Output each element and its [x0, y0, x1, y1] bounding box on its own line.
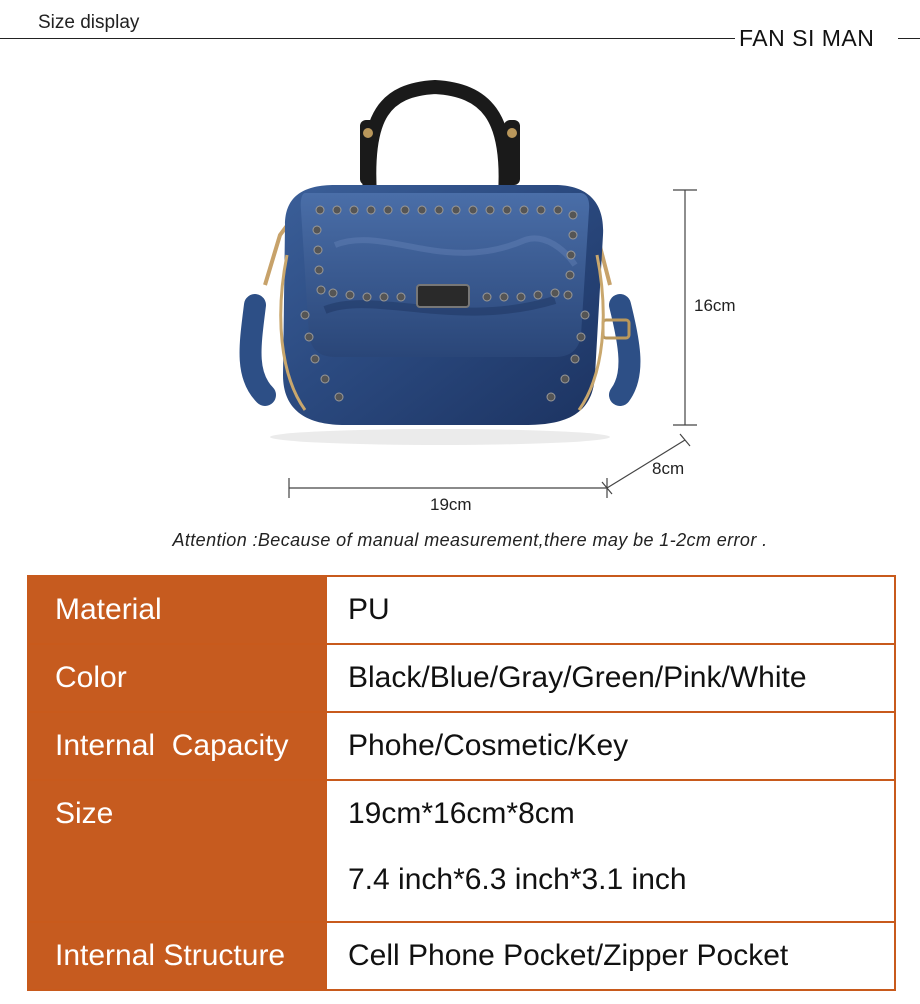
spec-value: PU [348, 593, 390, 626]
attention-note: Attention :Because of manual measurement,there may be 1-2cm error . [172, 530, 768, 550]
width-dimension-label: 19cm [430, 495, 472, 514]
spec-value: Black/Blue/Gray/Green/Pink/White [348, 661, 807, 694]
spec-key: Internal Structure [55, 939, 286, 972]
spec-row-internal-structure [28, 922, 895, 990]
spec-key: Size [55, 797, 114, 830]
depth-dimension-label: 8cm [652, 459, 685, 478]
height-dimension-label: 16cm [694, 296, 736, 315]
spec-row-internal-capacity [28, 712, 895, 780]
spec-table [27, 575, 896, 991]
spec-key: Material [55, 593, 162, 626]
spec-value: 19cm*16cm*8cm [348, 797, 575, 830]
spec-row-size [28, 780, 895, 922]
spec-key: Internal Capacity [55, 729, 289, 762]
spec-key: Color [55, 661, 127, 694]
spec-row-color [28, 644, 895, 712]
spec-value: Cell Phone Pocket/Zipper Pocket [348, 939, 789, 972]
brand-name: FAN SI MAN [739, 25, 875, 51]
spec-value: Phohe/Cosmetic/Key [348, 729, 629, 762]
spec-value: 7.4 inch*6.3 inch*3.1 inch [348, 863, 687, 896]
spec-row-material [28, 576, 895, 644]
header-section-label: Size display [38, 12, 140, 33]
